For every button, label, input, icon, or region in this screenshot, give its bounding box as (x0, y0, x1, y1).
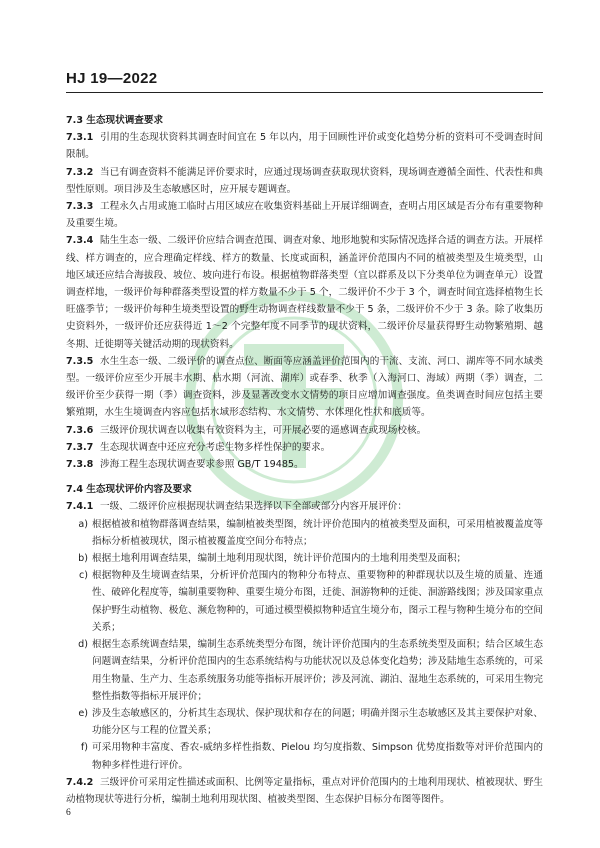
clause-text: 陆生生态一级、二级评价应结合调查范围、调查对象、地形地貌和实际情况选择合适的调查方法。开展样线、样方调查的，应合理确定样线、样方的数量、长度或面积，涵盖评价范围内不同的植被类型及生境类型，山地区域还应结合海拔段、坡位、坡向进行布设。根据植物群落类型（宜以群系及以下分类单位为调查单元）设置调查样地，一级评价每种群落类型设置的样方数量不少于 5 个，二级评价不少于 3 个，调查时间宜选择植物生长旺盛季节；一级评价每种生境类型设置的野生动物调查样线数量不少于 5 条，二级评价不少于 3 条。除了收集历史资料外，一级评价还应获得近 1～2 个完整年度不同季节的现状资料，二级评价尽量获得野生动物繁殖期、越冬期、迁徙期等关键活动期的现状资料。 (66, 235, 543, 350)
clause-number: 7.4.2 (66, 776, 94, 788)
clause-paragraph (66, 439, 543, 456)
list-item (66, 567, 543, 636)
page-number: 6 (66, 808, 71, 818)
clause-number: 7.4.1 (66, 501, 94, 513)
clause-text: 当已有调查资料不能满足评价要求时，应通过现场调查获取现状资料，现场调查遵循全面性、代表性和典型性原则。项目涉及生态敏感区时，应开展专题调查。 (66, 166, 543, 195)
standard-code: HJ 19—2022 (66, 70, 158, 87)
clause-text: 生态现状调查中还应充分考虑生物多样性保护的要求。 (100, 441, 331, 453)
clause-paragraph (66, 232, 543, 352)
list-item-marker: d) (78, 639, 88, 651)
list-item-text: 根据物种及生境调查结果，分析评价范围内的物种分布特点、重要物种的种群现状以及生境的质量、连通性、破碎化程度等，编制重要物种、重要生境分布图，迁徙、洄游物种的迁徙、洄游路线图；涉及国家重点保护野生动植物、极危、濒危物种的，可通过模型模拟物种适宜生境分布，图示工程与物种生境分布的空间关系； (92, 570, 543, 633)
list-item (66, 636, 543, 705)
list-item-marker: b) (78, 553, 88, 565)
list-item-text: 根据植被和植物群落调查结果，编制植被类型图，统计评价范围内的植被类型及面积，可采用植被覆盖度等指标分析植被现状，图示植被覆盖度空间分布特点； (92, 518, 543, 547)
clause-text: 工程永久占用或施工临时占用区域应在收集资料基础上开展详细调查，查明占用区域是否分布有重要物种及重要生境。 (66, 201, 543, 230)
list-item-text: 根据土地利用调查结果，编制土地利用现状图，统计评价范围内的土地利用类型及面积； (92, 553, 467, 565)
clause-text: 三级评价现状调查以收集有效资料为主，可开展必要的遥感调查或现场校核。 (100, 424, 427, 436)
clause-text: 水生生态一级、二级评价的调查点位、断面等应涵盖评价范围内的干流、支流、河口、湖库等不同水域类型。一级评价应至少开展丰水期、枯水期（河流、湖库）或春季、秋季（入海河口、海域）两期（季）调查，二级评价至少获得一期（季）调查资料，涉及显著改变水文情势的项目应增加调查强度。鱼类调查时间应包括主要繁殖期，水生生境调查内容应包括水域形态结构、水文情势、水体理化性状和底质等。 (66, 355, 543, 419)
header-rule (66, 92, 543, 93)
section-heading: 7.4 生态现状评价内容及要求 (66, 484, 192, 496)
clause-number: 7.3.4 (66, 235, 94, 247)
clause-paragraph (66, 774, 543, 808)
list-item-marker: f) (80, 742, 88, 754)
list-item-marker: c) (78, 570, 88, 582)
list-item (66, 705, 543, 739)
clause-text: 一级、二级评价应根据现状调查结果选择以下全部或部分内容开展评价： (100, 501, 407, 513)
list-item-text: 涉及生态敏感区的，分析其生态现状、保护现状和存在的问题；明确并图示生态敏感区及其主要保护对象、功能分区与工程的位置关系； (92, 707, 543, 737)
clause-paragraph (66, 456, 543, 473)
clause-number: 7.3.8 (66, 459, 94, 471)
list-item (66, 739, 543, 773)
clause-paragraph (66, 129, 543, 163)
list-item-marker: a) (78, 518, 88, 530)
list-item (66, 550, 543, 567)
list-item-text: 可采用物种丰富度、香农-威纳多样性指数、Pielou 均匀度指数、Simpson 优势度指数等对评价范围内的物种多样性进行评价。 (92, 742, 543, 771)
clause-paragraph (66, 422, 543, 439)
list-item (66, 516, 543, 550)
list-item-marker: e) (78, 707, 88, 719)
clause-number: 7.3.6 (66, 424, 94, 436)
clause-text: 涉海工程生态现状调查要求参照 GB/T 19485。 (100, 459, 304, 471)
clause-text: 三级评价可采用定性描述或面积、比例等定量指标，重点对评价范围内的土地利用现状、植被现状、野生动植物现状等进行分析，编制土地利用现状图、植被类型图、生态保护目标分布图等图件。 (66, 776, 543, 805)
clause-number: 7.3.7 (66, 441, 94, 453)
clause-paragraph (66, 198, 543, 232)
clause-paragraph (66, 164, 543, 198)
section-heading: 7.3 生态现状调查要求 (66, 115, 164, 126)
clause-paragraph (66, 353, 543, 422)
clause-paragraph (66, 498, 543, 515)
clause-text: 引用的生态现状资料其调查时间宜在 5 年以内，用于回顾性评价或变化趋势分析的资料可不受调查时间限制。 (66, 132, 543, 161)
list-item-text: 根据生态系统调查结果，编制生态系统类型分布图，统计评价范围内的生态系统类型及面积；结合区域生态问题调查结果，分析评价范围内的生态系统结构与功能状况以及总体变化趋势；涉及陆地生态系统的，可采用生物量、生产力、生态系统服务功能等指标开展评价；涉及河流、湖泊、湿地生态系统的，可采用生物完整性指数等指标开展评价； (92, 639, 543, 702)
clause-number: 7.3.5 (66, 355, 94, 367)
clause-number: 7.3.3 (66, 201, 94, 213)
document-body (66, 104, 543, 808)
clause-number: 7.3.1 (66, 132, 94, 144)
clause-number: 7.3.2 (66, 166, 94, 178)
